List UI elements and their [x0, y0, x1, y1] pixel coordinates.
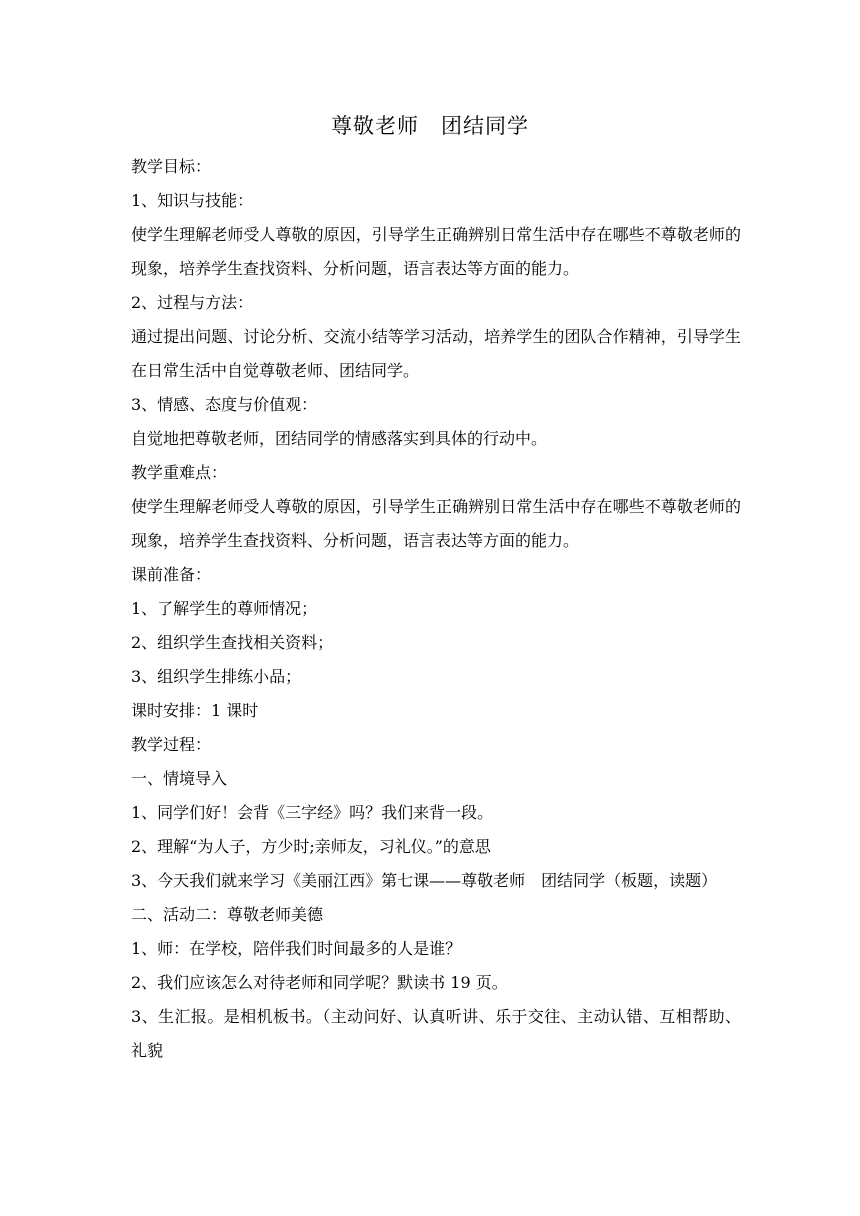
paragraph: 3、组织学生排练小品； [131, 667, 302, 686]
paragraph: 自觉地把尊敬老师，团结同学的情感落实到具体的行动中。 [131, 429, 548, 448]
paragraph: 3、情感、态度与价值观： [131, 395, 318, 414]
paragraph: 1、知识与技能： [131, 191, 254, 210]
paragraph: 2、过程与方法： [131, 293, 254, 312]
paragraph: 使学生理解老师受人尊敬的原因，引导学生正确辨别日常生活中存在哪些不尊敬老师的现象，培养学生查找资料、分析问题，语言表达等方面的能力。 [131, 225, 741, 278]
document-body [131, 150, 741, 1068]
document-title: 尊敬老师 团结同学 [331, 114, 529, 138]
paragraph: 2、理解“为人子，方少时;亲师友，习礼仪。”的意思 [131, 837, 491, 856]
paragraph: 通过提出问题、讨论分析、交流小结等学习活动，培养学生的团队合作精神，引导学生在日常生活中自觉尊敬老师、团结同学。 [131, 327, 741, 380]
paragraph: 教学目标： [131, 157, 212, 176]
paragraph: 2、组织学生查找相关资料； [131, 633, 334, 652]
paragraph: 1、师：在学校，陪伴我们时间最多的人是谁？ [131, 939, 462, 958]
paragraph: 2、我们应该怎么对待老师和同学呢？默读书 19 页。 [131, 973, 508, 992]
paragraph: 课前准备： [131, 565, 212, 584]
paragraph: 3、生汇报。是相机板书。（主动问好、认真听讲、乐于交往、主动认错、互相帮助、礼貌 [131, 1007, 741, 1060]
paragraph: 使学生理解老师受人尊敬的原因，引导学生正确辨别日常生活中存在哪些不尊敬老师的现象，培养学生查找资料、分析问题，语言表达等方面的能力。 [131, 497, 741, 550]
paragraph: 3、今天我们就来学习《美丽江西》第七课——尊敬老师 团结同学（板题，读题） [131, 871, 718, 890]
paragraph: 1、同学们好！会背《三字经》吗？我们来背一段。 [131, 803, 494, 822]
paragraph: 二、活动二：尊敬老师美德 [131, 905, 324, 924]
paragraph: 一、情境导入 [131, 769, 228, 788]
paragraph: 课时安排：1 课时 [131, 701, 259, 720]
paragraph: 教学过程： [131, 735, 212, 754]
paragraph: 1、了解学生的尊师情况； [131, 599, 318, 618]
paragraph: 教学重难点： [131, 463, 228, 482]
